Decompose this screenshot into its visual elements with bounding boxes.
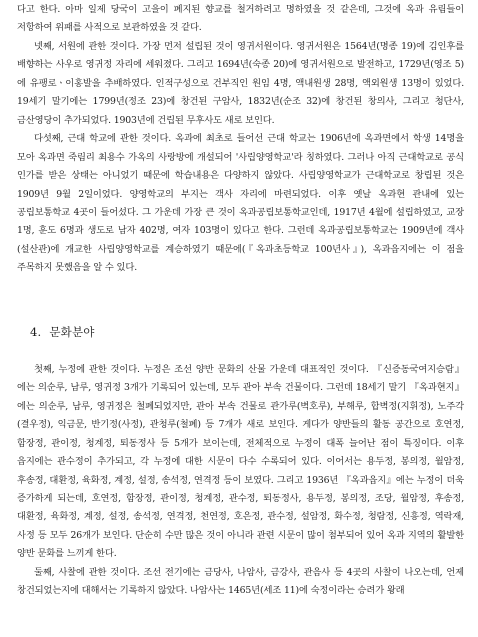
paragraph-modern-school: 다섯째, 근대 학교에 관한 것이다. 옥과에 최초로 들어선 근대 학교는 1906년에 옥과면에서 학생 14명을 모아 옥과면 죽림리 최용수 가옥의 사랑방에 개설되어 '사립양영학교'라 칭하였다. 그러나 아직 근대학교로 공식 인가를 받은 상태는 아니었기 때문에 학습내용은 다양하지 않았다. 사립양영학교가 근대학교로 창립된 것은 1909년 9월 2일이었다. 양영학교의 부지는 객사 자리에 마련되었다. 이후 옛날 옥과현 관내에 있는 공립보통학교 4곳이 들어섰다. 그 가운데 가장 큰 것이 옥과공립보통학교인데, 1917년 4월에 설립하였고, 교장 1명, 훈도 6명과 생도로 남자 402명, 여자 103명이 있다고 한다. 그런데 옥과공립보통학교는 1909년에 객사(설산관)에 개교한 사립양영학교를 계승하였기 때문에(『옥과초등학교 100년사』), 옥과읍지에는 이 점을 주목하지 못했음을 알 수 있다.: [17, 133, 464, 274]
section-heading-culture: [30, 323, 464, 341]
paragraph-hyanggyo-continued: 다고 한다. 아마 일제 당국이 고을이 폐지된 향교를 철거하려고 명하였을 것 같은데, 그것에 옥과 유림들이 저항하여 위패를 사적으로 보관하였을 것 같다.: [17, 4, 464, 34]
paragraph-pavilions: 첫째, 누정에 관한 것이다. 누정은 조선 양반 문화의 산물 가운데 대표적인 것이다. 『신증동국여지승람』에는 의순루, 남루, 영귀정 3개가 기록되어 있는데, 모두 관아 부속 건물이다. 그런데 18세기 말기 『옥과현지』에는 의순루, 남루, 영귀정은 철폐되었지만, 관아 부속 건물로 관가루(벽호루), 부해루, 합벽정(지휘정), 노주각(결우정), 익금문, 반기정(사정), 관청루(철폐) 등 7개가 새로 보인다. 게다가 양반들의 활동 공간으로 호연정, 함장정, 관이정, 청계정, 퇴동정사 등 5개가 보이는데, 전체적으로 누정이 대폭 늘어난 점이 특징이다. 이후 읍지에는 관수정이 추가되고, 각 누정에 대한 시문이 다수 수록되어 있다. 이어서는 용두정, 봉의정, 월암정, 후송정, 대환정, 육화정, 계정, 설정, 송석정, 연격정 등이 보였다. 그리고 1936년 『옥과읍지』에는 누정이 더욱 증가하게 되는데, 호연정, 함장정, 관이정, 청계정, 관수정, 퇴동정사, 용두정, 봉의정, 조당, 월암정, 후송정, 대환정, 육화정, 계정, 설정, 송석정, 연격정, 천연정, 호은정, 관수정, 설암정, 화수정, 청람정, 신흥정, 역락재, 사정 등 모두 26개가 보인다. 단순히 수만 많은 것이 아니라 관련 시문이 많이 첨부되어 있어 옥과 지역의 활발한 양반 문화를 느끼게 한다.: [17, 363, 464, 560]
paragraph-seowon: 넷째, 서원에 관한 것이다. 가장 먼저 설립된 것이 영귀서원이다. 영귀서원은 1564년(명종 19)에 김인후를 배향하는 사우로 영귀정 자리에 세워졌다. 그리고 1694년(숙종 20)에 영귀서원으로 발전하고, 1729년(영조 5)에 유팽로ㆍ이홍발을 추배하였다. 인적구성으로 건부직인 원임 4명, 액내원생 28명, 액외원생 13명이 있었다. 19세기 말기에는 1799년(정조 23)에 창건된 구암사, 1832년(순조 32)에 창건된 창의사, 그리고 청단사, 금산영당이 추가되었다. 1903년에 건립된 무후사도 새로 보인다.: [17, 40, 464, 126]
section-title: 문화분야: [49, 324, 95, 339]
paragraph-temples: 둘째, 사찰에 관한 것이다. 조선 전기에는 금당사, 나암사, 금강사, 관음사 등 4곳의 사찰이 나오는데, 언제 창건되었는지에 대해서는 기록하지 않았다. 나암사는 1465년(세조 11)에 숙정이라는 승려가 왕래: [17, 566, 464, 597]
section-number: 4.: [30, 324, 42, 339]
